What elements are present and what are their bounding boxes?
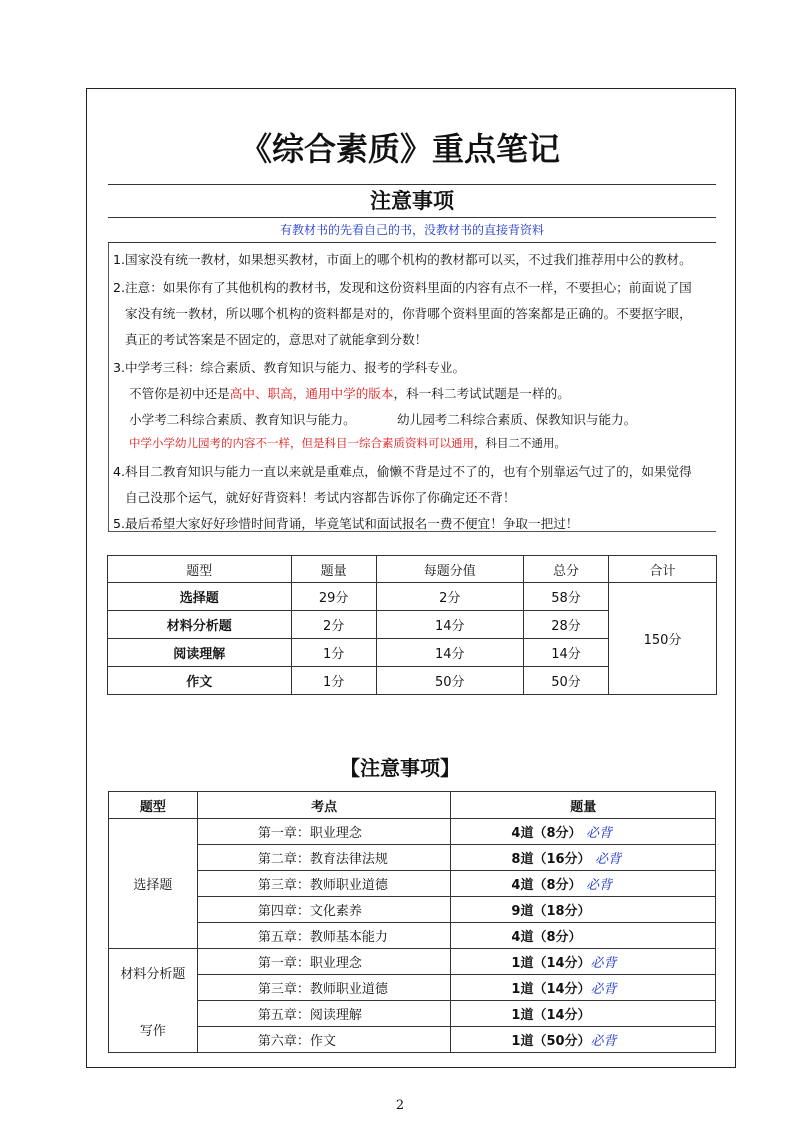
notice-line-3: 家没有统一教材，所以哪个机构的资料都是对的，你背哪个资料里面的答案都是正确的。不要抠字眼， <box>125 306 692 321</box>
chapter-cell: 第二章：教育法律法规 <box>197 845 451 871</box>
sum-cell: 150分 <box>608 583 716 695</box>
count-cell: 2分 <box>291 611 376 639</box>
must-label: 必背 <box>590 1034 617 1049</box>
group-cell: 选择题 <box>109 819 198 949</box>
table-row <box>109 871 716 897</box>
must-label: 必背 <box>590 982 617 997</box>
count-cell <box>451 975 716 1001</box>
each-cell: 14分 <box>376 639 523 667</box>
header-cell: 考点 <box>197 792 451 819</box>
count-cell: 1分 <box>291 667 376 695</box>
count-cell <box>451 819 716 845</box>
notice-line-10: 4.科目二教育知识与能力一直以来就是重难点，偷懒不背是过不了的，也有个别靠运气过了的，如果觉得 <box>113 464 692 479</box>
count-cell <box>451 923 716 949</box>
notice-line-6-post: ，科一科二考试试题是一样的。 <box>393 386 570 401</box>
total-cell: 28分 <box>524 611 609 639</box>
section-title: 【注意事项】 <box>340 756 460 780</box>
notice-line-9-red: 中学小学幼儿园考的内容不一样，但是科目一综合素质资料可以通用 <box>129 436 474 450</box>
total-cell: 14分 <box>524 639 609 667</box>
page-number: 2 <box>395 1098 405 1113</box>
count-cell: 1分 <box>291 639 376 667</box>
table-row <box>109 975 716 1001</box>
notice-line-6 <box>129 383 570 402</box>
count-text: 9道（18分） <box>511 904 591 919</box>
table-row <box>109 845 716 871</box>
notice-line-6-pre: 不管你是初中还是 <box>129 386 230 401</box>
type-cell: 阅读理解 <box>108 639 292 667</box>
count-text: 1道（50分） <box>511 1034 591 1049</box>
chapter-cell: 第三章：教师职业道德 <box>197 871 451 897</box>
chapter-cell: 第五章：教师基本能力 <box>197 923 451 949</box>
must-label: 必背 <box>586 826 613 841</box>
header-cell: 合计 <box>608 556 716 583</box>
notice-subheading: 有教材书的先看自己的书，没教材书的直接背资料 <box>108 218 716 243</box>
chapter-cell: 第五章：阅读理解 <box>197 1001 451 1027</box>
count-text: 4道（8分） <box>511 878 582 893</box>
count-cell <box>451 949 716 975</box>
chapter-cell: 第一章：职业理念 <box>197 819 451 845</box>
count-text: 1道（14分） <box>511 982 591 997</box>
header-cell: 总分 <box>524 556 609 583</box>
notice-line-8: 幼儿园考二科综合素质、保教知识与能力。 <box>397 412 637 427</box>
group-cell <box>109 949 198 1053</box>
group-2-label: 材料分析题 <box>120 967 186 982</box>
notice-box <box>108 184 716 530</box>
notice-line-12: 5.最后希望大家好好珍惜时间背诵，毕竟笔试和面试报名一费不便宜！争取一把过！ <box>113 516 579 531</box>
notice-body <box>108 243 716 532</box>
count-cell <box>451 871 716 897</box>
exam-table-header <box>109 792 716 819</box>
notice-line-9 <box>129 435 566 451</box>
header-cell: 每题分值 <box>376 556 523 583</box>
score-table <box>107 555 717 695</box>
count-text: 4道（8分） <box>511 826 582 841</box>
table-row <box>108 583 717 611</box>
header-cell: 题量 <box>451 792 716 819</box>
chapter-cell: 第四章：文化素养 <box>197 897 451 923</box>
notice-line-7: 小学考二科综合素质、教育知识与能力。 <box>129 412 356 427</box>
table-row <box>109 819 716 845</box>
chapter-cell: 第六章：作文 <box>197 1027 451 1053</box>
table-row <box>109 1001 716 1027</box>
notice-line-9-post: ，科目二不通用。 <box>474 436 566 450</box>
notice-line-5: 3.中学考三科：综合素质、教育知识与能力、报考的学科专业。 <box>113 360 466 375</box>
table-row <box>109 949 716 975</box>
header-cell: 题量 <box>291 556 376 583</box>
page-title: 《综合素质》重点笔记 <box>239 130 560 168</box>
notice-line-2: 2.注意：如果你有了其他机构的教材书，发现和这份资料里面的内容有点不一样，不要担心；前面说了国 <box>113 280 692 295</box>
chapter-cell: 第一章：职业理念 <box>197 949 451 975</box>
table-row <box>109 923 716 949</box>
count-text: 1道（14分） <box>511 956 591 971</box>
each-cell: 50分 <box>376 667 523 695</box>
score-table-header <box>108 556 717 583</box>
type-cell: 作文 <box>108 667 292 695</box>
must-label: 必背 <box>590 956 617 971</box>
count-cell <box>451 897 716 923</box>
type-cell: 选择题 <box>108 583 292 611</box>
notice-line-1: 1.国家没有统一教材，如果想买教材，市面上的哪个机构的教材都可以买，不过我们推荐用中公的教材。 <box>113 252 692 267</box>
count-cell <box>451 1027 716 1053</box>
count-cell: 29分 <box>291 583 376 611</box>
count-cell <box>451 1001 716 1027</box>
count-cell <box>451 845 716 871</box>
table-row <box>109 1027 716 1053</box>
notice-heading: 注意事项 <box>108 184 716 218</box>
count-text: 1道（14分） <box>511 1008 591 1023</box>
must-label: 必背 <box>586 878 613 893</box>
header-cell: 题型 <box>109 792 198 819</box>
header-cell: 题型 <box>108 556 292 583</box>
each-cell: 2分 <box>376 583 523 611</box>
group-3-label: 写作 <box>139 1024 166 1039</box>
notice-line-6-red: 高中、职高，通用中学的版本 <box>229 386 394 401</box>
must-label: 必背 <box>595 852 622 867</box>
count-text: 4道（8分） <box>511 930 582 945</box>
table-row <box>109 897 716 923</box>
exam-table <box>108 791 716 1053</box>
notice-line-4: 真正的考试答案是不固定的，意思对了就能拿到分数！ <box>125 332 428 347</box>
type-cell: 材料分析题 <box>108 611 292 639</box>
count-text: 8道（16分） <box>511 852 591 867</box>
chapter-cell: 第三章：教师职业道德 <box>197 975 451 1001</box>
total-cell: 50分 <box>524 667 609 695</box>
each-cell: 14分 <box>376 611 523 639</box>
notice-line-11: 自己没那个运气，就好好背资料！考试内容都告诉你了你确定还不背！ <box>125 490 516 505</box>
total-cell: 58分 <box>524 583 609 611</box>
